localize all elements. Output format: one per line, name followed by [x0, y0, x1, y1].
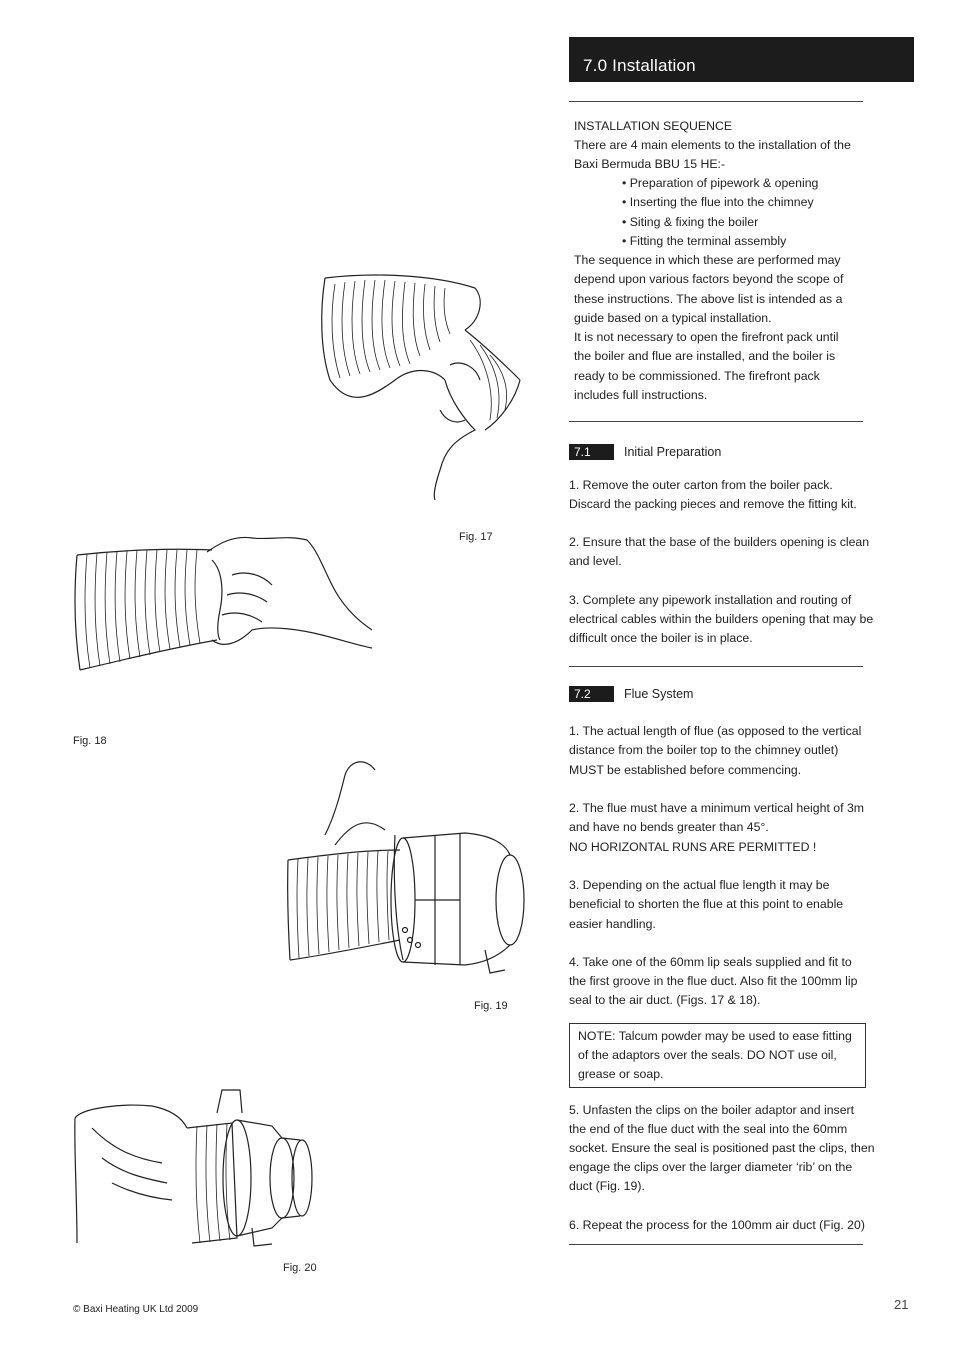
install-para-line: includes full instructions.	[574, 388, 708, 402]
bullet-item: • Fitting the terminal assembly	[622, 234, 787, 248]
install-para-line: these instructions. The above list is intended as a	[574, 292, 843, 306]
install-para-line: ready to be commissioned. The firefront pack	[574, 369, 820, 383]
divider	[569, 101, 863, 102]
body-line: easier handling.	[569, 917, 656, 931]
body-line: distance from the boiler top to the chimney outlet)	[569, 743, 839, 757]
body-line: NO HORIZONTAL RUNS ARE PERMITTED !	[569, 840, 817, 854]
body-line: and have no bends greater than 45°.	[569, 820, 769, 834]
copyright: © Baxi Heating UK Ltd 2009	[73, 1304, 199, 1315]
fig19-illustration	[285, 755, 530, 975]
install-para-line: guide based on a typical installation.	[574, 311, 772, 325]
body-line: seal to the air duct. (Figs. 17 & 18).	[569, 993, 761, 1007]
bullet-item: • Siting & fixing the boiler	[622, 215, 759, 229]
body-line: difficult once the boiler is in place.	[569, 631, 753, 645]
section-title: 7.0 Installation	[583, 56, 696, 75]
body-line: 1. The actual length of flue (as opposed to the vertical	[569, 724, 862, 738]
fig17-illustration	[315, 270, 530, 500]
fig20-illustration	[72, 1088, 317, 1248]
figure-caption: Fig. 19	[474, 1000, 508, 1012]
install-para-line: the boiler and flue are installed, and the boiler is	[574, 349, 836, 363]
body-line: MUST be established before commencing.	[569, 763, 802, 777]
section-heading: Flue System	[624, 687, 694, 701]
note-line-1	[578, 1027, 852, 1046]
section-number: 7.2	[569, 686, 614, 702]
install-para-line: depend upon various factors beyond the scope of	[574, 272, 844, 286]
figure-caption: Fig. 17	[459, 531, 493, 543]
bullet-item: • Inserting the flue into the chimney	[622, 195, 814, 209]
install-intro-line-2: Baxi Bermuda BBU 15 HE:-	[574, 157, 726, 171]
body-line: 2. The flue must have a minimum vertical height of 3m	[569, 801, 865, 815]
page-number: 21	[894, 1297, 909, 1312]
divider	[569, 666, 863, 667]
divider	[569, 1244, 863, 1245]
body-line: the first groove in the flue duct. Also fit the 100mm lip	[569, 974, 858, 988]
body-line: 5. Unfasten the clips on the boiler adaptor and insert	[569, 1103, 855, 1117]
install-sequence-heading: INSTALLATION SEQUENCE	[574, 119, 733, 133]
section-heading: Initial Preparation	[624, 445, 722, 459]
body-line: 6. Repeat the process for the 100mm air duct (Fig. 20)	[569, 1218, 865, 1232]
body-line: Discard the packing pieces and remove the fitting kit.	[569, 497, 857, 511]
body-line: 3. Depending on the actual flue length it may be	[569, 878, 830, 892]
body-line: and level.	[569, 554, 622, 568]
bullet-item: • Preparation of pipework & opening	[622, 176, 819, 190]
body-line: electrical cables within the builders opening that may be	[569, 612, 874, 626]
body-line: engage the clips over the larger diameter ‘rib’ on the	[569, 1160, 853, 1174]
note-line: of the adaptors over the seals. DO NOT use oil,	[578, 1048, 837, 1062]
body-line: 3. Complete any pipework installation and routing of	[569, 593, 852, 607]
body-line: 2. Ensure that the base of the builders opening is clean	[569, 535, 870, 549]
note-line: grease or soap.	[578, 1067, 664, 1081]
section-header	[569, 37, 914, 82]
install-intro-line-1: There are 4 main elements to the installation of the	[574, 138, 851, 152]
body-line: beneficial to shorten the flue at this point to enable	[569, 897, 844, 911]
fig18-illustration	[72, 530, 372, 680]
figure-caption: Fig. 20	[283, 1262, 317, 1274]
note-label: NOTE:	[578, 1029, 616, 1043]
install-para-line: The sequence in which these are performed may	[574, 253, 841, 267]
body-line: 1. Remove the outer carton from the boiler pack.	[569, 478, 833, 492]
body-line: duct (Fig. 19).	[569, 1179, 645, 1193]
divider	[569, 421, 863, 422]
body-line: 4. Take one of the 60mm lip seals supplied and fit to	[569, 955, 852, 969]
note-text: Talcum powder may be used to ease fitting	[615, 1029, 852, 1043]
figure-caption: Fig. 18	[73, 735, 107, 747]
body-line: socket. Ensure the seal is positioned past the clips, then	[569, 1141, 875, 1155]
body-line: the end of the flue duct with the seal into the 60mm	[569, 1122, 848, 1136]
section-number: 7.1	[569, 444, 614, 460]
install-para-line: It is not necessary to open the firefront pack until	[574, 330, 839, 344]
